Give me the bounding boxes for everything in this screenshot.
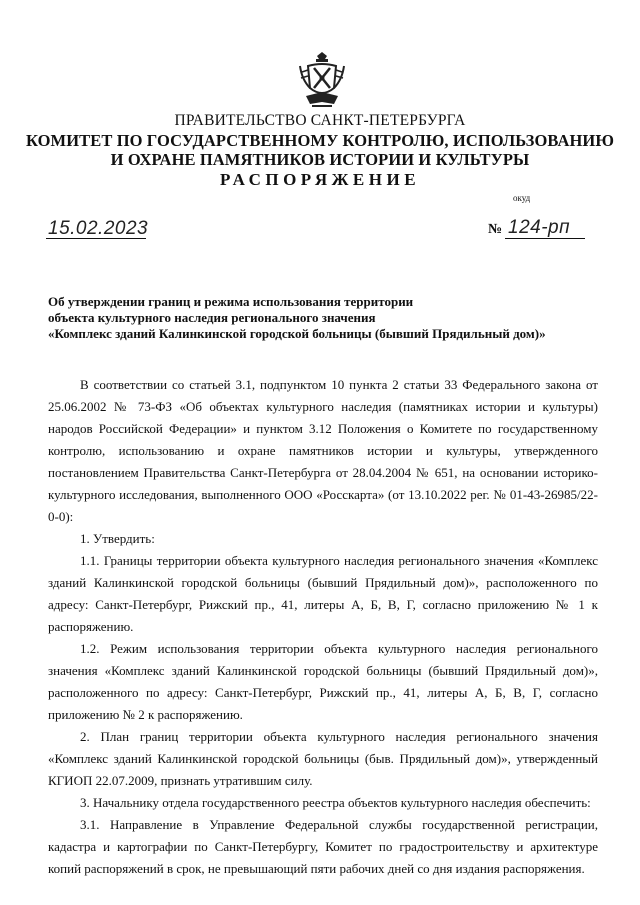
preamble-paragraph: В соответствии со статьей 3.1, подпунктом 10 пункта 2 статьи 33 Федерального закона от 25.06.2002 № 73-ФЗ «Об объектах культурного наследия (памятниках истории и культуры) народов Российской Федерации» и пунктом 3.12 Положения о Комитете по государственному контролю, использованию и охране памятников истории и культуры, утвержденного постановлением Правительства Санкт-Петербурга от 28.04.2004 № 651, на основании историко-культурного исследования, выполненного ООО «Росскарта» (от 13.10.2022 рег. № 01-43-26985/22-0-0): [48, 377, 598, 524]
paragraph-3-1: 3.1. Направление в Управление Федеральной службы государственной регистрации, кадастра и картографии по Санкт-Петербургу, Комитет по градостроительству и архитектуре копий распоряжений в срок, не превышающий пяти рабочих дней со дня издания распоряжения. [48, 817, 598, 876]
date-underline [46, 238, 146, 239]
coat-of-arms-icon [298, 52, 346, 110]
committee-heading-line2: И ОХРАНЕ ПАМЯТНИКОВ ИСТОРИИ И КУЛЬТУРЫ [110, 150, 530, 169]
title-line: объекта культурного наследия регионального значения [48, 310, 376, 325]
paragraph-2: 2. План границ территории объекта культурного наследия регионального значения «Комплекс зданий Калинкинской городской больницы (быв. Прядильный дом)», утвержденный КГИОП 22.07.2009, признать утратившим силу. [48, 729, 598, 788]
document-title [48, 294, 608, 342]
government-heading: ПРАВИТЕЛЬСТВО САНКТ-ПЕТЕРБУРГА [174, 112, 466, 129]
paragraph-1-1: 1.1. Границы территории объекта культурного наследия регионального значения «Комплекс зданий Калинкинской городской больницы (бывший Прядильный дом)», расположенного по адресу: Санкт-Петербург, Рижский пр., 41, литеры А, Б, В, Г, согласно приложению № 1 к распоряжению. [48, 553, 598, 634]
document-body [48, 374, 598, 880]
paragraph-3: 3. Начальнику отдела государственного реестра объектов культурного наследия обеспечить: [80, 795, 591, 810]
number-label: № [488, 222, 503, 237]
document-number: 124-рп [508, 217, 571, 238]
committee-heading-line1: КОМИТЕТ ПО ГОСУДАРСТВЕННОМУ КОНТРОЛЮ, ИСПОЛЬЗОВАНИЮ [25, 131, 615, 150]
title-line: «Комплекс зданий Калинкинской городской больницы (бывший Прядильный дом)» [48, 326, 546, 341]
okud-label: окуд [513, 193, 531, 203]
paragraph-1: 1. Утвердить: [80, 531, 155, 546]
number-underline [505, 238, 585, 239]
document-type: РАСПОРЯЖЕНИЕ [219, 170, 421, 189]
document-date: 15.02.2023 [48, 218, 149, 239]
paragraph-1-2: 1.2. Режим использования территории объекта культурного наследия регионального значения «Комплекс зданий Калинкинской городской больницы (бывший Прядильный дом)», расположенного по адресу: Санкт-Петербург, Рижский пр., 41, литеры А, Б, В, Г, согласно приложению № 2 к распоряжению. [48, 641, 598, 722]
title-line: Об утверждении границ и режима использования территории [48, 294, 414, 309]
